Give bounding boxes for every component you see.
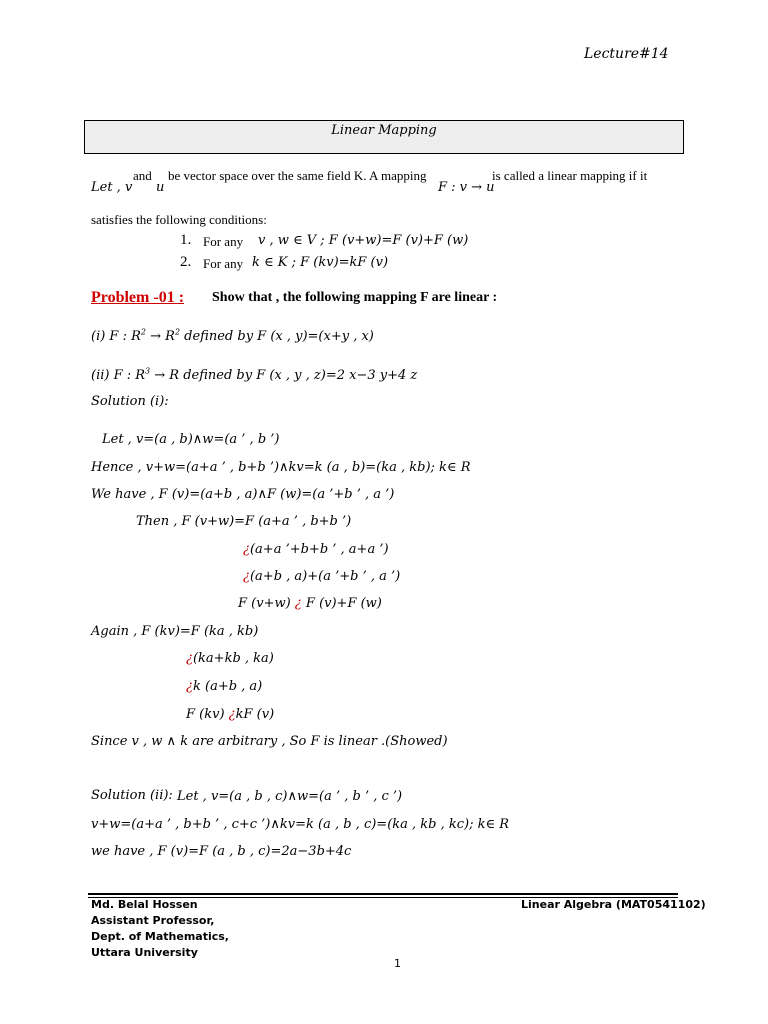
solution-i-line: Hence , v+w=(a+a ’ , b+b ’)∧kv=k (a , b)=(ka , kb); k∈ R: [91, 460, 471, 475]
part-i: [91, 329, 374, 344]
step-expression: (a+b , a)+(a ’+b ’ , a ’): [249, 569, 401, 584]
part-i-pre: (i) F : R: [91, 329, 141, 344]
equals-mark: ¿: [243, 569, 250, 584]
solution-i-line: Let , v=(a , b)∧w=(a ’ , b ’): [102, 432, 280, 447]
page-title: Linear Mapping: [331, 123, 437, 138]
step-expression: kF (v): [235, 707, 275, 722]
solution-i-step: [186, 651, 274, 666]
condition-2-math: k ∈ K ; F (kv)=kF (v): [252, 255, 389, 270]
problem-label: Problem -01 :: [91, 289, 185, 306]
author-name: Md. Belal Hossen: [91, 898, 198, 911]
problem-statement: Show that , the following mapping F are linear :: [212, 290, 498, 305]
part-ii: [91, 368, 417, 383]
author-position: Assistant Professor,: [91, 914, 215, 927]
intro-mapping: F : v → u: [438, 180, 495, 195]
intro-is-called: is called a linear mapping if it: [492, 168, 648, 183]
solution-i-step: [186, 679, 262, 694]
equals-mark: ¿: [186, 651, 193, 666]
lecture-number: Lecture#14: [584, 46, 669, 62]
author-dept: Dept. of Mathematics,: [91, 930, 229, 943]
solution-ii-line: Let , v=(a , b , c)∧w=(a ’ , b ’ , c ’): [177, 789, 403, 804]
condition-1-text: For any: [203, 234, 244, 249]
solution-ii-line: we have , F (v)=F (a , b , c)=2a−3b+4c: [91, 844, 352, 859]
intro-satisfies: satisfies the following conditions:: [91, 212, 267, 227]
equals-mark: ¿: [228, 707, 236, 722]
part-ii-exp: 3: [145, 366, 151, 376]
intro-be-vector: be vector space over the same field K. A mapping: [168, 168, 427, 183]
condition-1-number: 1.: [180, 232, 192, 248]
step-expression: (a+a ’+b+b ’ , a+a ’): [249, 542, 389, 557]
solution-i-step: [238, 596, 382, 611]
solution-i-line: Then , F (v+w)=F (a+a ’ , b+b ’): [136, 514, 352, 529]
condition-2-number: 2.: [180, 254, 192, 270]
part-ii-pre: (ii) F : R: [91, 368, 146, 383]
intro-and: and: [133, 168, 152, 183]
step-expression: F (v)+F (w): [301, 596, 382, 611]
solution-i-step: [186, 707, 274, 722]
solution-ii-line: v+w=(a+a ’ , b+b ’ , c+c ’)∧kv=k (a , b , c)=(ka , kb , kc); k∈ R: [91, 817, 510, 832]
intro-u: u: [156, 180, 165, 195]
course-code: Linear Algebra (MAT0541102): [521, 898, 706, 911]
solution-ii-heading: Solution (ii):: [91, 788, 173, 803]
solution-i-heading: Solution (i):: [91, 394, 169, 409]
intro-let-v: Let , v: [91, 180, 133, 195]
condition-1-math: v , w ∈ V ; F (v+w)=F (v)+F (w): [258, 233, 469, 248]
part-i-post: defined by F (x , y)=(x+y , x): [180, 329, 374, 344]
solution-i-step: [243, 569, 400, 584]
part-ii-post: → R defined by F (x , y , z)=2 x−3 y+4 z: [150, 368, 418, 383]
solution-i-line: We have , F (v)=(a+b , a)∧F (w)=(a ’+b ’ , a ’): [91, 487, 395, 502]
part-i-exp2: 2: [174, 327, 181, 337]
step-expression: F (kv): [186, 707, 229, 722]
equals-mark: ¿: [186, 679, 193, 694]
solution-i-step: [243, 542, 389, 557]
step-expression: F (v+w): [238, 596, 295, 611]
footer-rule: [88, 893, 678, 895]
part-i-mid: → R: [145, 329, 175, 344]
condition-2-text: For any: [203, 256, 244, 271]
solution-i-conclusion: Since v , w ∧ k are arbitrary , So F is linear .(Showed): [91, 734, 448, 749]
author-university: Uttara University: [91, 946, 198, 959]
equals-mark: ¿: [294, 596, 302, 611]
title-box: [84, 120, 684, 154]
part-i-exp1: 2: [140, 327, 146, 337]
solution-i-again: Again , F (kv)=F (ka , kb): [91, 624, 259, 639]
step-expression: k (a+b , a): [192, 679, 263, 694]
equals-mark: ¿: [243, 542, 250, 557]
page-number: 1: [394, 957, 401, 970]
step-expression: (ka+kb , ka): [192, 651, 274, 666]
